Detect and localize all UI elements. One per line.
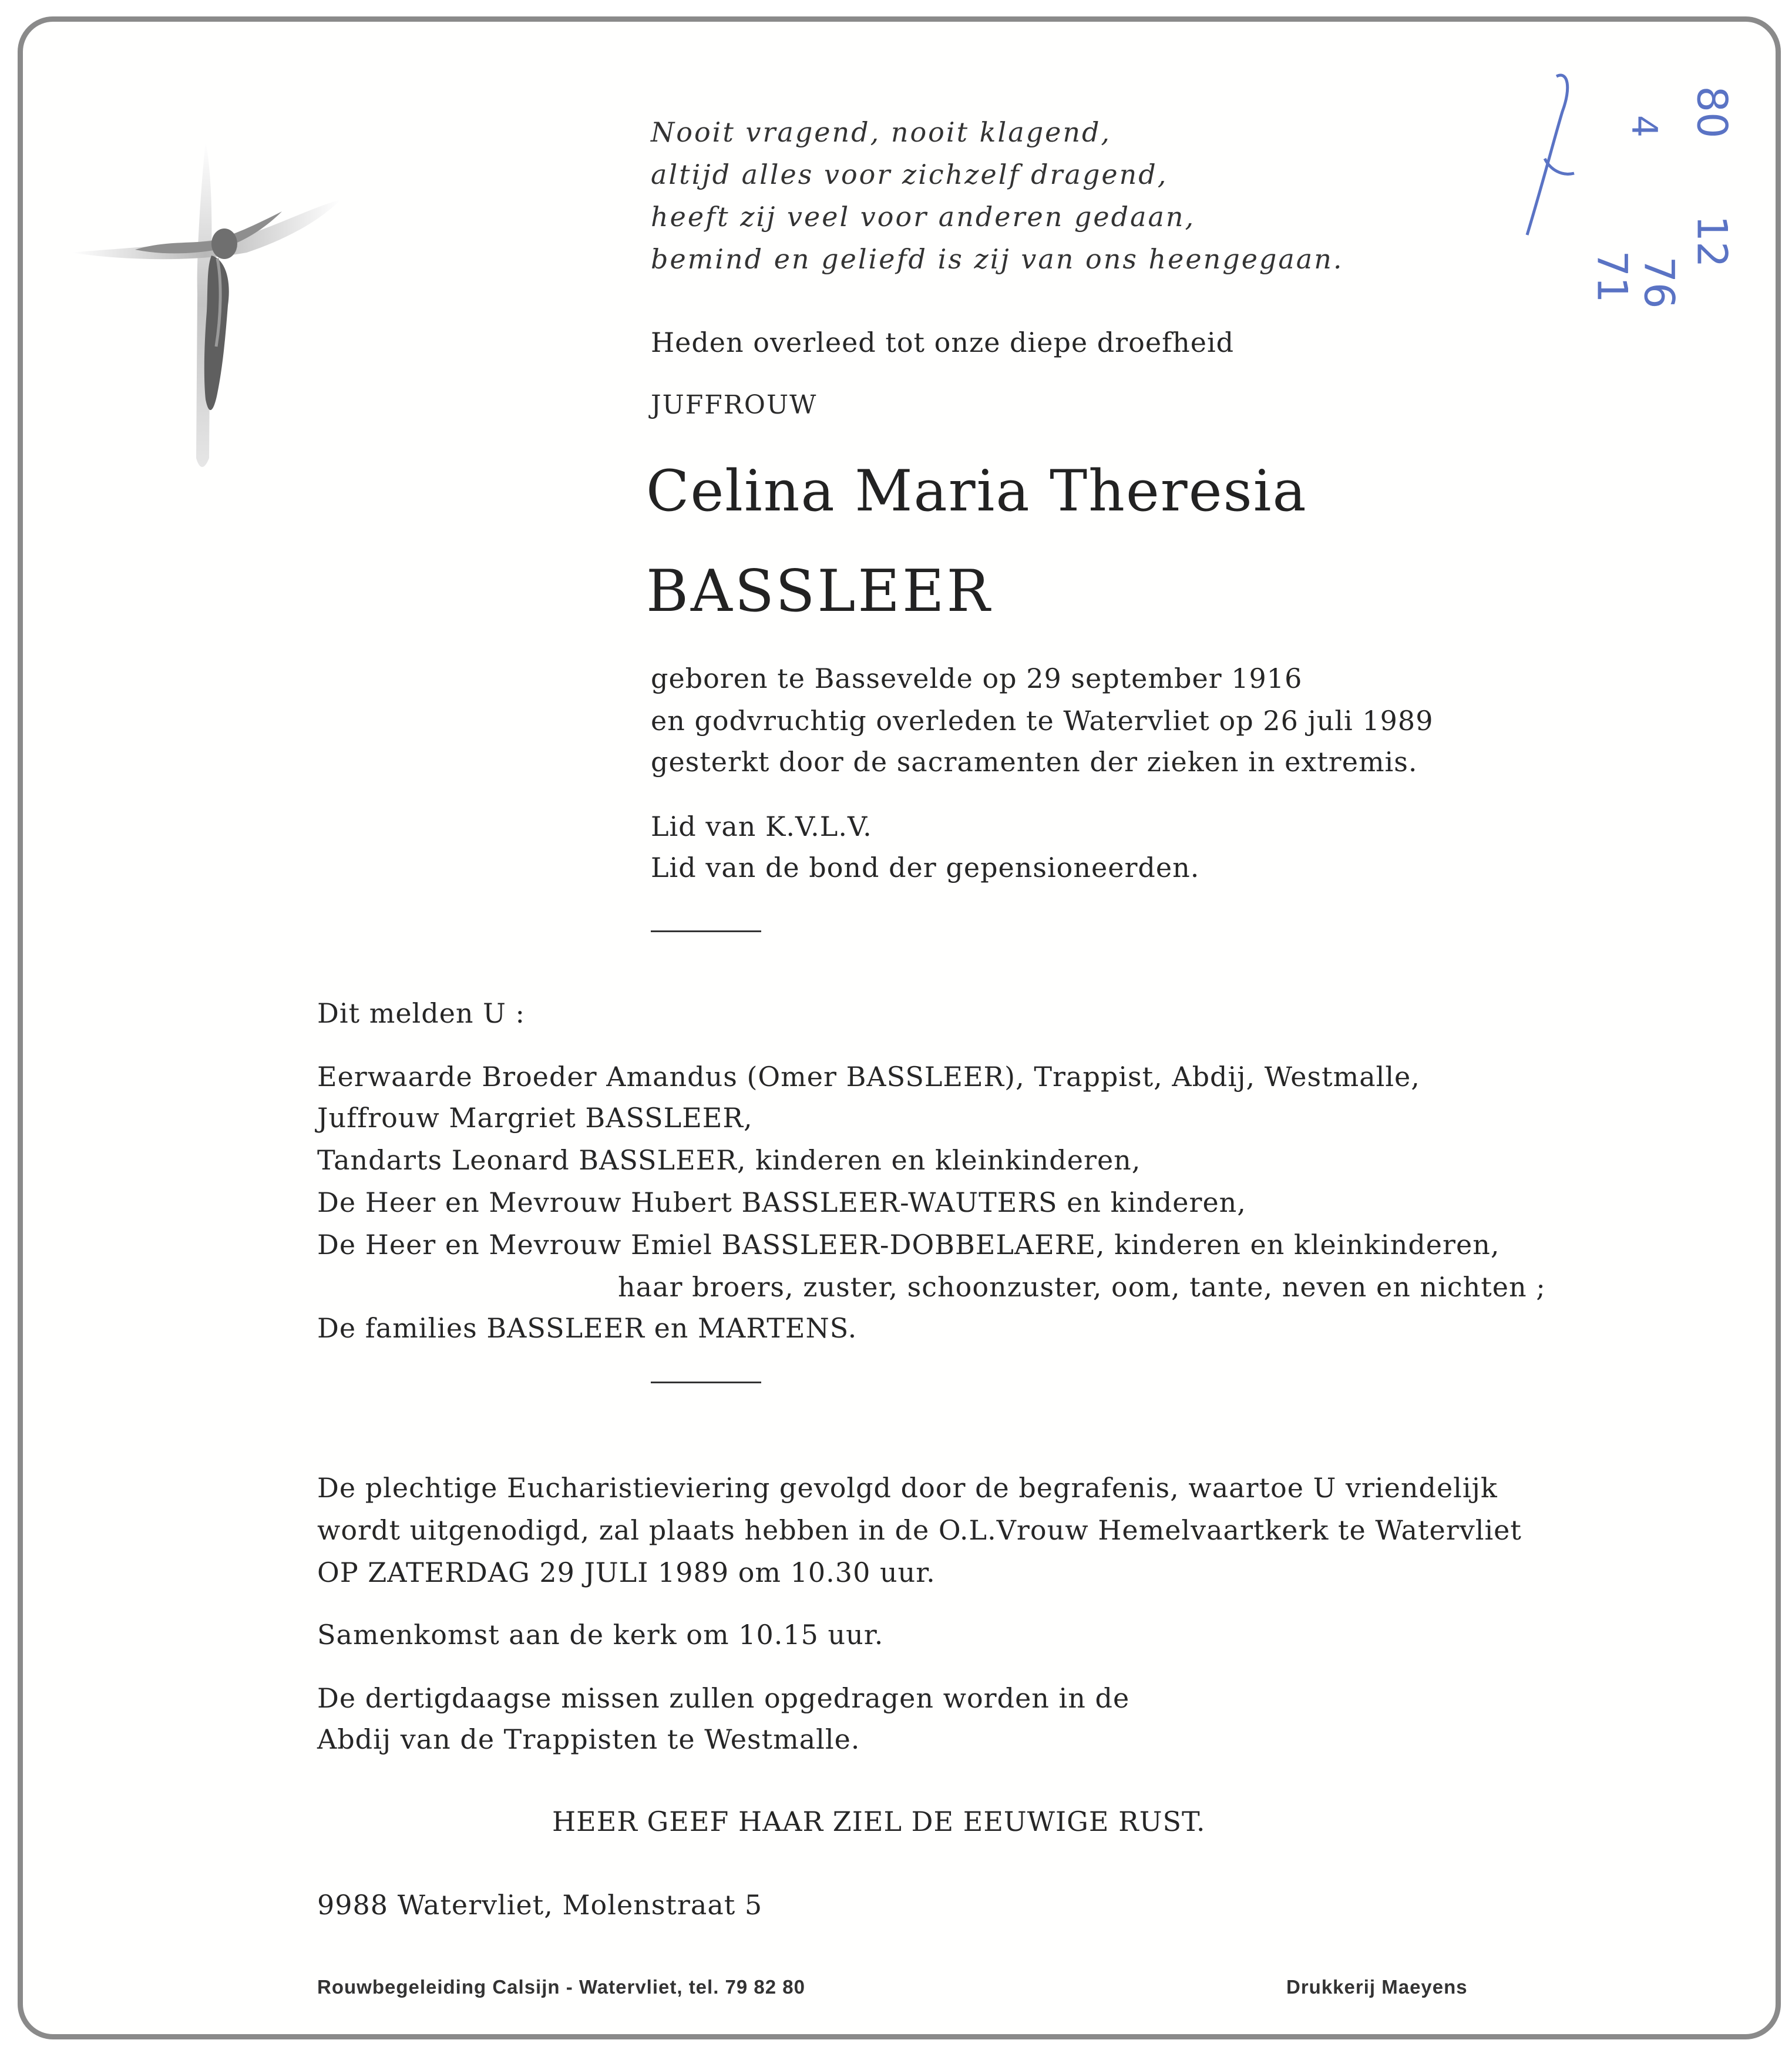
footer-undertaker: Rouwbegeleiding Calsijn - Watervliet, tel. 79 82 80 [317, 1976, 805, 1998]
handwritten-number-1: 80 [1687, 86, 1736, 139]
family-line: Juffrouw Margriet BASSLEER, [317, 1102, 753, 1134]
announcement-intro: Dit melden U : [317, 997, 526, 1029]
deceased-surname: BASSLEER [646, 558, 993, 625]
family-line: De families BASSLEER en MARTENS. [317, 1312, 858, 1344]
address: 9988 Watervliet, Molenstraat 5 [317, 1889, 763, 1921]
handwritten-number-3: 12 [1687, 215, 1736, 268]
ceremony-line: wordt uitgenodigd, zal plaats hebben in de O.L.Vrouw Hemelvaartkerk te Watervliet [317, 1514, 1522, 1546]
poem-line: heeft zij veel voor anderen gedaan, [651, 201, 1196, 233]
divider [651, 930, 761, 932]
family-line: De Heer en Mevrouw Hubert BASSLEER-WAUTERS en kinderen, [317, 1187, 1246, 1218]
handwritten-number-4: 76 [1635, 256, 1683, 309]
masses-line: De dertigdaagse missen zullen opgedragen worden in de [317, 1682, 1130, 1714]
poem-line: Nooit vragend, nooit klagend, [651, 116, 1112, 148]
handwritten-stroke [1521, 65, 1580, 241]
intro-text: Heden overleed tot onze diepe droefheid [651, 327, 1235, 358]
membership-line: Lid van de bond der gepensioneerden. [651, 852, 1200, 883]
family-line: De Heer en Mevrouw Emiel BASSLEER-DOBBELAERE, kinderen en kleinkinderen, [317, 1229, 1500, 1261]
family-line: haar broers, zuster, schoonzuster, oom, tante, neven en nichten ; [618, 1271, 1546, 1303]
crucifix-icon [70, 141, 352, 470]
poem-line: altijd alles voor zichzelf dragend, [651, 159, 1168, 190]
title-prefix: JUFFROUW [651, 390, 818, 420]
masses-line: Abdij van de Trappisten te Westmalle. [317, 1723, 860, 1755]
footer-printer: Drukkerij Maeyens [1286, 1976, 1468, 1998]
handwritten-number-2: 4 [1623, 115, 1665, 138]
family-line: Eerwaarde Broeder Amandus (Omer BASSLEER), Trappist, Abdij, Westmalle, [317, 1061, 1420, 1093]
bio-line: geboren te Bassevelde op 29 september 1916 [651, 663, 1303, 694]
bio-line: en godvruchtig overleden te Watervliet op 26 juli 1989 [651, 705, 1434, 737]
divider [651, 1382, 761, 1383]
membership-line: Lid van K.V.L.V. [651, 811, 872, 842]
deceased-first-names: Celina Maria Theresia [646, 458, 1307, 524]
handwritten-number-5: 71 [1588, 250, 1636, 303]
prayer-text: HEER GEEF HAAR ZIEL DE EEUWIGE RUST. [552, 1806, 1206, 1837]
gathering-text: Samenkomst aan de kerk om 10.15 uur. [317, 1619, 884, 1651]
bio-line: gesterkt door de sacramenten der zieken in extremis. [651, 746, 1418, 778]
ceremony-line: De plechtige Eucharistieviering gevolgd door de begrafenis, waartoe U vriendelijk [317, 1472, 1498, 1504]
ceremony-line: OP ZATERDAG 29 JULI 1989 om 10.30 uur. [317, 1557, 936, 1588]
family-line: Tandarts Leonard BASSLEER, kinderen en kleinkinderen, [317, 1144, 1141, 1176]
poem-line: bemind en geliefd is zij van ons heengegaan. [651, 243, 1344, 275]
